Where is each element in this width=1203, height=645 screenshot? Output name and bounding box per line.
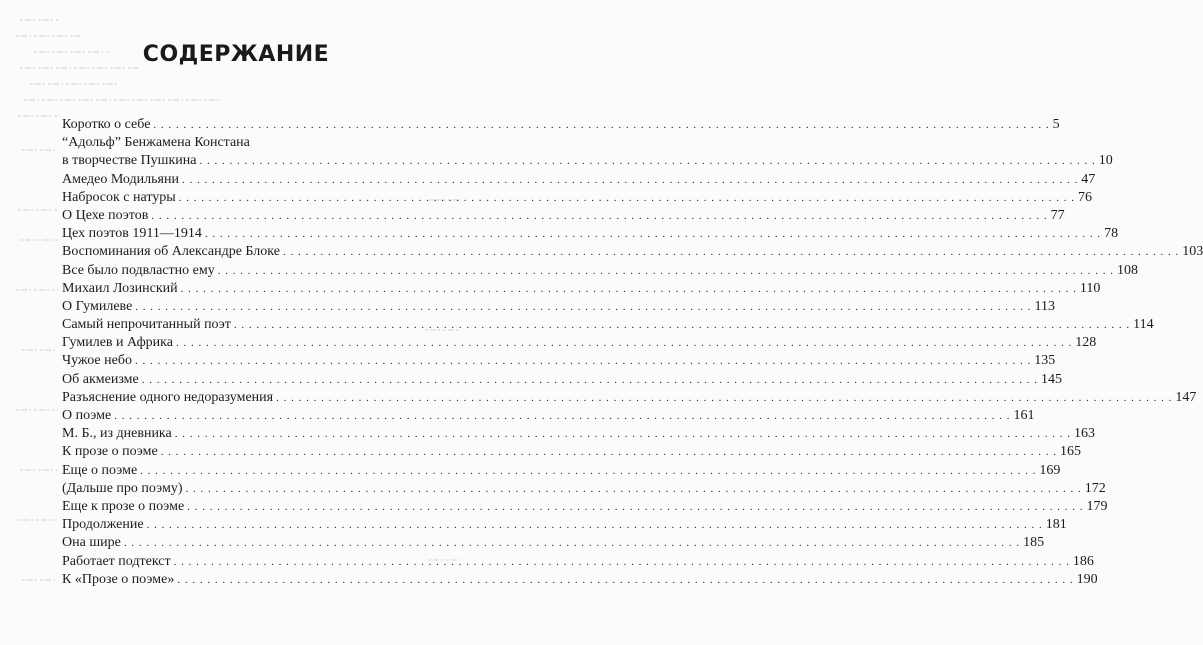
toc-entry-page: 135 (1034, 353, 1056, 369)
toc-entry-title: Все было подвластно ему (62, 262, 215, 278)
toc-entry-page: 113 (1034, 298, 1056, 314)
toc-entry-title: К «Прозе о поэме» (62, 571, 175, 587)
toc-leader-dots: . . . . . . . . . . . . . . . . . . . . . . . . . . . . . . . . . . . . . . . . . . . . . . . . . . . . . . . . . . . . . . . . . . . . . . . . . . . . . . . . . . . . . . . . . . . . . . . . . . . . . . . . . . . . . . . . . . . . . . . . (134, 355, 1032, 368)
toc-entry (62, 534, 1045, 552)
toc-leader-dots: . . . . . . . . . . . . . . . . . . . . . . . . . . . . . . . . . . . . . . . . . . . . . . . . . . . . . . . . . . . . . . . . . . . . . . . . . . . . . . . . . . . . . . . . . . . . . . . . . . . . . . . . . . . . . . . . . . . . . . . . (114, 410, 1011, 422)
toc-entry (62, 553, 1094, 571)
toc-entry-title: Амедео Модильяни (62, 171, 179, 187)
toc-entry-page: 145 (1040, 371, 1062, 387)
toc-entry-title: Еще о поэме (62, 462, 138, 478)
toc-leader-dots: . . . . . . . . . . . . . . . . . . . . . . . . . . . . . . . . . . . . . . . . . . . . . . . . . . . . . . . . . . . . . . . . . . . . . . . . . . . . . . . . . . . . . . . . . . . . . . . . . . . . . . . . . . . . . . . . . . . . . . . . (175, 337, 1073, 350)
toc-entry-page: 186 (1072, 553, 1094, 569)
toc-entry (62, 389, 1197, 407)
toc-entry (62, 189, 1092, 207)
toc-entry-page: 163 (1074, 426, 1095, 442)
toc-entry (62, 443, 1081, 461)
toc-entry-page: 108 (1116, 262, 1138, 278)
toc-entry (62, 316, 1154, 334)
toc-entry-page: 5 (1052, 117, 1060, 132)
toc-entry-title: О Гумилеве (62, 298, 133, 314)
toc-entry-title: М. Б., из дневника (62, 426, 172, 442)
toc-entry-page: 185 (1023, 535, 1045, 551)
toc-leader-dots: . . . . . . . . . . . . . . . . . . . . . . . . . . . . . . . . . . . . . . . . . . . . . . . . . . . . . . . . . . . . . . . . . . . . . . . . . . . . . . . . . . . . . . . . . . . . . . . . . . . . . . . . . . . . . . . . . . . . . . . . (204, 228, 1102, 241)
toc-entry (62, 498, 1108, 516)
toc-leader-dots: . . . . . . . . . . . . . . . . . . . . . . . . . . . . . . . . . . . . . . . . . . . . . . . . . . . . . . . . . . . . . . . . . . . . . . . . . . . . . . . . . . . . . . . . . . . . . . . . . . . . . . . . . . . . . . . . . . . . . . . . (180, 282, 1077, 295)
toc-entry-title: Работает подтекст (62, 553, 171, 569)
table-of-contents (62, 116, 1203, 589)
toc-entry (62, 243, 1203, 261)
toc-entry-title: Набросок с натуры (62, 189, 176, 205)
toc-entry (62, 371, 1062, 389)
toc-entry-title: (Дальше про поэму) (62, 480, 183, 496)
toc-entry-page: 10 (1098, 153, 1113, 169)
toc-entry-title: К прозе о поэме (62, 444, 158, 460)
toc-entry-title: Об акмеизме (62, 371, 139, 387)
toc-entry (62, 280, 1101, 298)
toc-entry-page: 169 (1039, 462, 1061, 478)
toc-entry-title: О поэме (62, 408, 112, 423)
toc-leader-dots: . . . . . . . . . . . . . . . . . . . . . . . . . . . . . . . . . . . . . . . . . . . . . . . . . . . . . . . . . . . . . . . . . . . . . . . . . . . . . . . . . . . . . . . . . . . . . . . . . . . . . . . . . . . . . . . . . . . . . . . . (187, 500, 1084, 513)
toc-entry-title: Воспоминания об Александре Блоке (62, 244, 280, 260)
toc-entry-page: 172 (1084, 480, 1106, 496)
toc-leader-dots: . . . . . . . . . . . . . . . . . . . . . . . . . . . . . . . . . . . . . . . . . . . . . . . . . . . . . . . . . . . . . . . . . . . . . . . . . . . . . . . . . . . . . . . . . . . . . . . . . . . . . . . . . . . . . . . . . . . . . . . . (233, 319, 1131, 332)
page-title: СОДЕРЖАНИЕ (142, 42, 330, 67)
toc-entry-page: 190 (1076, 571, 1098, 587)
toc-leader-dots: . . . . . . . . . . . . . . . . . . . . . . . . . . . . . . . . . . . . . . . . . . . . . . . . . . . . . . . . . . . . . . . . . . . . . . . . . . . . . . . . . . . . . . . . . . . . . . . . . . . . . . . . . . . . . . . . . . . . . . . . (135, 300, 1032, 313)
toc-entry (62, 262, 1138, 280)
toc-entry-title: “Адольф” Бенжамена Констана (62, 135, 250, 151)
toc-leader-dots: . . . . . . . . . . . . . . . . . . . . . . . . . . . . . . . . . . . . . . . . . . . . . . . . . . . . . . . . . . . . . . . . . . . . . . . . . . . . . . . . . . . . . . . . . . . . . . . . . . . . . . . . . . . . . . . . . . . . . . . . (123, 537, 1021, 550)
toc-leader-dots: . . . . . . . . . . . . . . . . . . . . . . . . . . . . . . . . . . . . . . . . . . . . . . . . . . . . . . . . . . . . . . . . . . . . . . . . . . . . . . . . . . . . . . . . . . . . . . . . . . . . . . . . . . . . . . . . . . . . . . . . (217, 264, 1114, 277)
toc-leader-dots: . . . . . . . . . . . . . . . . . . . . . . . . . . . . . . . . . . . . . . . . . . . . . . . . . . . . . . . . . . . . . . . . . . . . . . . . . . . . . . . . . . . . . . . . . . . . . . . . . . . . . . . . . . . . . . . . . . . . . . . . (178, 191, 1075, 204)
toc-entry (62, 171, 1096, 189)
toc-leader-dots: . . . . . . . . . . . . . . . . . . . . . . . . . . . . . . . . . . . . . . . . . . . . . . . . . . . . . . . . . . . . . . . . . . . . . . . . . . . . . . . . . . . . . . . . . . . . . . . . . . . . . . . . . . . . . . . . . . . . . . . . (276, 391, 1173, 404)
toc-entry-page: 77 (1050, 207, 1065, 223)
toc-entry (62, 225, 1119, 243)
toc-entry (62, 352, 1056, 370)
toc-entry-title: Михаил Лозинский (62, 280, 178, 296)
toc-entry-page: 161 (1013, 408, 1035, 423)
toc-entry-title: О Цехе поэтов (62, 207, 149, 223)
toc-entry-page: 78 (1104, 226, 1119, 242)
toc-entry (62, 480, 1106, 498)
toc-entry (62, 334, 1097, 352)
toc-leader-dots: . . . . . . . . . . . . . . . . . . . . . . . . . . . . . . . . . . . . . . . . . . . . . . . . . . . . . . . . . . . . . . . . . . . . . . . . . . . . . . . . . . . . . . . . . . . . . . . . . . . . . . . . . . . . . . . . . . . . . . . . (160, 446, 1057, 459)
toc-entry (62, 134, 417, 152)
toc-entry-title: в творчестве Пушкина (62, 153, 197, 169)
toc-entry-page: 103 (1182, 244, 1203, 260)
toc-entry-page: 110 (1079, 280, 1101, 296)
toc-leader-dots: . . . . . . . . . . . . . . . . . . . . . . . . . . . . . . . . . . . . . . . . . . . . . . . . . . . . . . . . . . . . . . . . . . . . . . . . . . . . . . . . . . . . . . . . . . . . . . . . . . . . . . . . . . . . . . . . . . . . . . . . (153, 119, 1050, 131)
toc-entry-page: 181 (1045, 517, 1067, 533)
toc-entry (62, 116, 1060, 134)
toc-leader-dots: . . . . . . . . . . . . . . . . . . . . . . . . . . . . . . . . . . . . . . . . . . . . . . . . . . . . . . . . . . . . . . . . . . . . . . . . . . . . . . . . . . . . . . . . . . . . . . . . . . . . . . . . . . . . . . . . . . . . . . . . (174, 428, 1071, 441)
toc-entry (62, 462, 1061, 480)
toc-entry-title: Она шире (62, 535, 121, 551)
toc-leader-dots: . . . . . . . . . . . . . . . . . . . . . . . . . . . . . . . . . . . . . . . . . . . . . . . . . . . . . . . . . . . . . . . . . . . . . . . . . . . . . . . . . . . . . . . . . . . . . . . . . . . . . . . . . . . . . . . . . . . . . . . . (146, 519, 1043, 532)
toc-entry (62, 516, 1067, 534)
toc-entry (62, 207, 1065, 225)
toc-leader-dots: . . . . . . . . . . . . . . . . . . . . . . . . . . . . . . . . . . . . . . . . . . . . . . . . . . . . . . . . . . . . . . . . . . . . . . . . . . . . . . . . . . . . . . . . . . . . . . . . . . . . . . . . . . . . . . . . . . . . . . . . (185, 482, 1082, 495)
toc-entry-title: Коротко о себе (62, 117, 151, 132)
toc-entry-page: 179 (1086, 498, 1108, 514)
toc-entry-page: 114 (1133, 317, 1154, 333)
toc-entry-page: 165 (1059, 444, 1081, 460)
toc-leader-dots: . . . . . . . . . . . . . . . . . . . . . . . . . . . . . . . . . . . . . . . . . . . . . . . . . . . . . . . . . . . . . . . . . . . . . . . . . . . . . . . . . . . . . . . . . . . . . . . . . . . . . . . . . . . . . . . . . . . . . . . . (199, 155, 1096, 168)
toc-leader-dots: . . . . . . . . . . . . . . . . . . . . . . . . . . . . . . . . . . . . . . . . . . . . . . . . . . . . . . . . . . . . . . . . . . . . . . . . . . . . . . . . . . . . . . . . . . . . . . . . . . . . . . . . . . . . . . . . . . . . . . . . (181, 173, 1079, 186)
toc-entry-title: Еще к прозе о поэме (62, 498, 185, 514)
toc-leader-dots: . . . . . . . . . . . . . . . . . . . . . . . . . . . . . . . . . . . . . . . . . . . . . . . . . . . . . . . . . . . . . . . . . . . . . . . . . . . . . . . . . . . . . . . . . . . . . . . . . . . . . . . . . . . . . . . . . . . . . . . . (282, 246, 1180, 259)
toc-entry-title: Чужое небо (62, 353, 132, 369)
toc-entry-page: 76 (1077, 189, 1092, 205)
toc-entry-title: Разъяснение одного недоразумения (62, 389, 274, 405)
toc-leader-dots: . . . . . . . . . . . . . . . . . . . . . . . . . . . . . . . . . . . . . . . . . . . . . . . . . . . . . . . . . . . . . . . . . . . . . . . . . . . . . . . . . . . . . . . . . . . . . . . . . . . . . . . . . . . . . . . . . . . . . . . . (173, 555, 1070, 568)
toc-leader-dots: . . . . . . . . . . . . . . . . . . . . . . . . . . . . . . . . . . . . . . . . . . . . . . . . . . . . . . . . . . . . . . . . . . . . . . . . . . . . . . . . . . . . . . . . . . . . . . . . . . . . . . . . . . . . . . . . . . . . . . . . (141, 373, 1038, 386)
toc-entry (62, 425, 1095, 443)
toc-entry (62, 298, 1056, 316)
toc-entry-page: 147 (1175, 389, 1197, 405)
toc-entry-title: Продолжение (62, 517, 144, 533)
toc-entry (62, 571, 1098, 589)
toc-leader-dots: . . . . . . . . . . . . . . . . . . . . . . . . . . . . . . . . . . . . . . . . . . . . . . . . . . . . . . . . . . . . . . . . . . . . . . . . . . . . . . . . . . . . . . . . . . . . . . . . . . . . . . . . . . . . . . . . . . . . . . . . (177, 573, 1074, 586)
toc-entry-page: 47 (1081, 171, 1096, 187)
toc-entry-page: 128 (1075, 335, 1097, 351)
toc-entry-title: Гумилев и Африка (62, 335, 173, 351)
toc-entry-title: Цех поэтов 1911—1914 (62, 226, 202, 242)
toc-leader-dots: . . . . . . . . . . . . . . . . . . . . . . . . . . . . . . . . . . . . . . . . . . . . . . . . . . . . . . . . . . . . . . . . . . . . . . . . . . . . . . . . . . . . . . . . . . . . . . . . . . . . . . . . . . . . . . . . . . . . . . . . (140, 464, 1037, 477)
toc-entry (62, 152, 1113, 170)
toc-leader-dots: . . . . . . . . . . . . . . . . . . . . . . . . . . . . . . . . . . . . . . . . . . . . . . . . . . . . . . . . . . . . . . . . . . . . . . . . . . . . . . . . . . . . . . . . . . . . . . . . . . . . . . . . . . . . . . . . . . . . . . . . (151, 209, 1048, 222)
toc-entry-title: Самый непрочитанный поэт (62, 317, 231, 333)
toc-entry (62, 407, 1035, 425)
